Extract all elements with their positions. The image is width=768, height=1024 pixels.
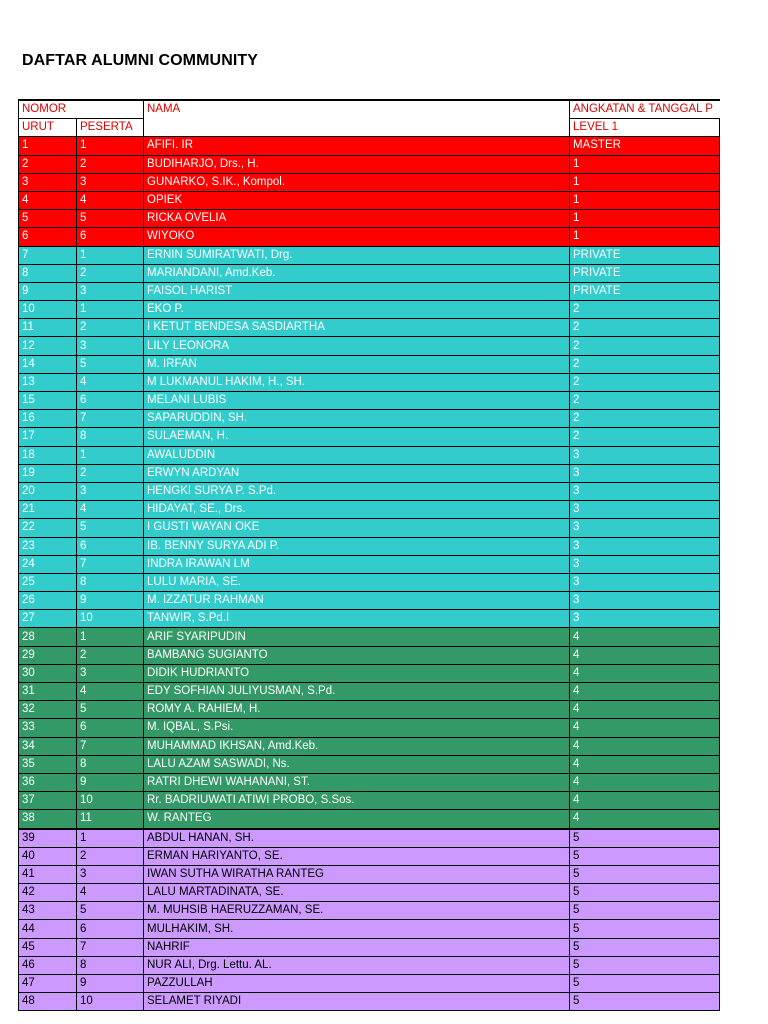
table-row[interactable] bbox=[19, 282, 720, 300]
table-row[interactable] bbox=[19, 137, 720, 155]
cell-peserta[interactable]: 8 bbox=[77, 956, 144, 974]
cell-peserta[interactable]: 10 bbox=[77, 792, 144, 810]
cell-peserta[interactable]: 7 bbox=[77, 737, 144, 755]
cell-level[interactable]: 3 bbox=[570, 519, 720, 537]
table-row[interactable] bbox=[19, 446, 720, 464]
cell-nama[interactable]: M LUKMANUL HAKIM, H., SH. bbox=[144, 373, 570, 391]
cell-urut[interactable]: 1 bbox=[19, 137, 77, 155]
cell-nama[interactable]: TANWIR, S.Pd.I bbox=[144, 610, 570, 628]
cell-level[interactable]: 4 bbox=[570, 792, 720, 810]
cell-peserta[interactable]: 1 bbox=[77, 301, 144, 319]
table-row[interactable] bbox=[19, 628, 720, 646]
table-row[interactable] bbox=[19, 920, 720, 938]
table-row[interactable] bbox=[19, 155, 720, 173]
cell-level[interactable]: 3 bbox=[570, 592, 720, 610]
cell-level[interactable]: 5 bbox=[570, 902, 720, 920]
cell-nama[interactable]: W. RANTEG bbox=[144, 810, 570, 829]
cell-nama[interactable]: IB. BENNY SURYA ADI P. bbox=[144, 537, 570, 555]
cell-nama[interactable]: BUDIHARJO, Drs., H. bbox=[144, 155, 570, 173]
cell-level[interactable]: PRIVATE bbox=[570, 282, 720, 300]
table-row[interactable] bbox=[19, 573, 720, 591]
table-row[interactable] bbox=[19, 792, 720, 810]
cell-urut[interactable]: 43 bbox=[19, 902, 77, 920]
table-row[interactable] bbox=[19, 210, 720, 228]
page-title: DAFTAR ALUMNI COMMUNITY bbox=[22, 52, 259, 69]
cell-level[interactable]: 4 bbox=[570, 755, 720, 773]
header-angkatan: ANGKATAN & TANGGAL P bbox=[570, 100, 720, 119]
cell-peserta[interactable]: 1 bbox=[77, 446, 144, 464]
cell-urut[interactable]: 32 bbox=[19, 701, 77, 719]
cell-level[interactable]: 3 bbox=[570, 482, 720, 500]
cell-urut[interactable]: 13 bbox=[19, 373, 77, 391]
cell-nama[interactable]: ERMAN HARIYANTO, SE. bbox=[144, 847, 570, 865]
header-nomor: NOMOR bbox=[19, 100, 144, 119]
cell-urut[interactable]: 22 bbox=[19, 519, 77, 537]
cell-urut[interactable]: 18 bbox=[19, 446, 77, 464]
table-row[interactable] bbox=[19, 519, 720, 537]
cell-nama[interactable]: MULHAKIM, SH. bbox=[144, 920, 570, 938]
table-row[interactable] bbox=[19, 191, 720, 209]
cell-level[interactable]: 3 bbox=[570, 501, 720, 519]
cell-urut[interactable]: 26 bbox=[19, 592, 77, 610]
cell-peserta[interactable]: 3 bbox=[77, 337, 144, 355]
table-row[interactable] bbox=[19, 555, 720, 573]
cell-urut[interactable]: 12 bbox=[19, 337, 77, 355]
cell-nama[interactable]: M. IZZATUR RAHMAN bbox=[144, 592, 570, 610]
cell-urut[interactable]: 33 bbox=[19, 719, 77, 737]
cell-peserta[interactable]: 9 bbox=[77, 773, 144, 791]
table-row[interactable] bbox=[19, 173, 720, 191]
cell-level[interactable]: PRIVATE bbox=[570, 264, 720, 282]
cell-nama[interactable]: Rr. BADRIUWATI ATIWI PROBO, S.Sos. bbox=[144, 792, 570, 810]
cell-peserta[interactable]: 5 bbox=[77, 902, 144, 920]
cell-urut[interactable]: 28 bbox=[19, 628, 77, 646]
table-row[interactable] bbox=[19, 301, 720, 319]
table-row[interactable] bbox=[19, 246, 720, 264]
table-row[interactable] bbox=[19, 319, 720, 337]
cell-peserta[interactable]: 3 bbox=[77, 173, 144, 191]
table-row[interactable] bbox=[19, 956, 720, 974]
table-row[interactable] bbox=[19, 592, 720, 610]
cell-level[interactable]: 2 bbox=[570, 337, 720, 355]
cell-nama[interactable]: MARIANDANI, Amd.Keb. bbox=[144, 264, 570, 282]
cell-urut[interactable]: 44 bbox=[19, 920, 77, 938]
cell-peserta[interactable]: 3 bbox=[77, 482, 144, 500]
cell-urut[interactable]: 45 bbox=[19, 938, 77, 956]
cell-peserta[interactable]: 1 bbox=[77, 137, 144, 155]
cell-level[interactable]: 2 bbox=[570, 428, 720, 446]
cell-urut[interactable]: 14 bbox=[19, 355, 77, 373]
cell-nama[interactable]: AWALUDDIN bbox=[144, 446, 570, 464]
cell-peserta[interactable]: 3 bbox=[77, 664, 144, 682]
cell-nama[interactable]: GUNARKO, S.IK., Kompol. bbox=[144, 173, 570, 191]
cell-urut[interactable]: 41 bbox=[19, 865, 77, 883]
cell-nama[interactable]: LALU AZAM SASWADI, Ns. bbox=[144, 755, 570, 773]
table-row[interactable] bbox=[19, 938, 720, 956]
cell-urut[interactable]: 36 bbox=[19, 773, 77, 791]
cell-peserta[interactable]: 2 bbox=[77, 847, 144, 865]
cell-urut[interactable]: 21 bbox=[19, 501, 77, 519]
cell-level[interactable]: 2 bbox=[570, 392, 720, 410]
cell-level[interactable]: 2 bbox=[570, 301, 720, 319]
cell-urut[interactable]: 8 bbox=[19, 264, 77, 282]
cell-urut[interactable]: 47 bbox=[19, 975, 77, 993]
header-peserta: PESERTA bbox=[77, 119, 144, 137]
table-row[interactable] bbox=[19, 664, 720, 682]
cell-level[interactable]: PRIVATE bbox=[570, 246, 720, 264]
cell-urut[interactable]: 29 bbox=[19, 646, 77, 664]
table-row[interactable] bbox=[19, 428, 720, 446]
cell-urut[interactable]: 30 bbox=[19, 664, 77, 682]
cell-level[interactable]: 4 bbox=[570, 701, 720, 719]
header-level: LEVEL 1 bbox=[570, 119, 720, 137]
cell-level[interactable]: 2 bbox=[570, 319, 720, 337]
cell-level[interactable]: 5 bbox=[570, 993, 720, 1011]
cell-urut[interactable]: 31 bbox=[19, 683, 77, 701]
cell-peserta[interactable]: 2 bbox=[77, 464, 144, 482]
cell-nama[interactable]: PAZZULLAH bbox=[144, 975, 570, 993]
cell-nama[interactable]: INDRA IRAWAN LM bbox=[144, 555, 570, 573]
cell-urut[interactable]: 46 bbox=[19, 956, 77, 974]
cell-level[interactable]: 2 bbox=[570, 410, 720, 428]
header-row-1 bbox=[19, 100, 720, 119]
cell-peserta[interactable]: 2 bbox=[77, 319, 144, 337]
cell-nama[interactable]: LULU MARIA, SE. bbox=[144, 573, 570, 591]
table-row[interactable] bbox=[19, 410, 720, 428]
cell-urut[interactable]: 6 bbox=[19, 228, 77, 246]
table-row[interactable] bbox=[19, 373, 720, 391]
cell-nama[interactable]: FAISOL HARIST bbox=[144, 282, 570, 300]
cell-urut[interactable]: 11 bbox=[19, 319, 77, 337]
table-row[interactable] bbox=[19, 228, 720, 246]
cell-level[interactable]: 5 bbox=[570, 884, 720, 902]
table-row[interactable] bbox=[19, 537, 720, 555]
cell-urut[interactable]: 38 bbox=[19, 810, 77, 829]
cell-nama[interactable]: MUHAMMAD IKHSAN, Amd.Keb. bbox=[144, 737, 570, 755]
cell-peserta[interactable]: 8 bbox=[77, 573, 144, 591]
cell-nama[interactable]: NAHRIF bbox=[144, 938, 570, 956]
table-row[interactable] bbox=[19, 719, 720, 737]
cell-peserta[interactable]: 6 bbox=[77, 392, 144, 410]
cell-peserta[interactable]: 9 bbox=[77, 975, 144, 993]
cell-nama[interactable]: ARIF SYARIPUDIN bbox=[144, 628, 570, 646]
cell-nama[interactable]: NUR ALI, Drg. Lettu. AL. bbox=[144, 956, 570, 974]
header-nama-blank bbox=[144, 119, 570, 137]
cell-peserta[interactable]: 5 bbox=[77, 701, 144, 719]
cell-urut[interactable]: 25 bbox=[19, 573, 77, 591]
cell-peserta[interactable]: 6 bbox=[77, 920, 144, 938]
cell-urut[interactable]: 20 bbox=[19, 482, 77, 500]
cell-peserta[interactable]: 6 bbox=[77, 228, 144, 246]
cell-level[interactable]: 5 bbox=[570, 956, 720, 974]
cell-urut[interactable]: 5 bbox=[19, 210, 77, 228]
cell-urut[interactable]: 4 bbox=[19, 191, 77, 209]
cell-urut[interactable]: 40 bbox=[19, 847, 77, 865]
cell-nama[interactable]: M. IRFAN bbox=[144, 355, 570, 373]
cell-urut[interactable]: 35 bbox=[19, 755, 77, 773]
cell-peserta[interactable]: 9 bbox=[77, 592, 144, 610]
table-row[interactable] bbox=[19, 737, 720, 755]
table-row[interactable] bbox=[19, 264, 720, 282]
cell-level[interactable]: 3 bbox=[570, 610, 720, 628]
table-row[interactable] bbox=[19, 755, 720, 773]
table-row[interactable] bbox=[19, 392, 720, 410]
cell-nama[interactable]: OPIEK bbox=[144, 191, 570, 209]
cell-level[interactable]: 3 bbox=[570, 573, 720, 591]
header-row-2 bbox=[19, 119, 720, 137]
cell-peserta[interactable]: 1 bbox=[77, 246, 144, 264]
cell-peserta[interactable]: 1 bbox=[77, 628, 144, 646]
cell-urut[interactable]: 34 bbox=[19, 737, 77, 755]
cell-level[interactable]: 3 bbox=[570, 555, 720, 573]
cell-level[interactable]: 4 bbox=[570, 773, 720, 791]
cell-peserta[interactable]: 4 bbox=[77, 501, 144, 519]
header-urut: URUT bbox=[19, 119, 77, 137]
cell-peserta[interactable]: 3 bbox=[77, 865, 144, 883]
cell-level[interactable]: 4 bbox=[570, 810, 720, 829]
cell-nama[interactable]: SAPARUDDIN, SH. bbox=[144, 410, 570, 428]
cell-peserta[interactable]: 5 bbox=[77, 210, 144, 228]
table-row[interactable] bbox=[19, 610, 720, 628]
cell-nama[interactable]: SELAMET RIYADI bbox=[144, 993, 570, 1011]
cell-nama[interactable]: EDY SOFHIAN JULIYUSMAN, S.Pd. bbox=[144, 683, 570, 701]
cell-level[interactable]: 1 bbox=[570, 210, 720, 228]
cell-peserta[interactable]: 5 bbox=[77, 355, 144, 373]
cell-nama[interactable]: LILY LEONORA bbox=[144, 337, 570, 355]
table-row[interactable] bbox=[19, 847, 720, 865]
cell-urut[interactable]: 48 bbox=[19, 993, 77, 1011]
cell-level[interactable]: 3 bbox=[570, 446, 720, 464]
table-row[interactable] bbox=[19, 464, 720, 482]
table-row[interactable] bbox=[19, 975, 720, 993]
cell-peserta[interactable]: 4 bbox=[77, 373, 144, 391]
cell-peserta[interactable]: 8 bbox=[77, 755, 144, 773]
cell-level[interactable]: 4 bbox=[570, 683, 720, 701]
cell-nama[interactable]: M. MUHSIB HAERUZZAMAN, SE. bbox=[144, 902, 570, 920]
cell-nama[interactable]: M. IQBAL, S.Psi. bbox=[144, 719, 570, 737]
cell-peserta[interactable]: 2 bbox=[77, 264, 144, 282]
cell-level[interactable]: 1 bbox=[570, 191, 720, 209]
cell-nama[interactable]: IWAN SUTHA WIRATHA RANTEG bbox=[144, 865, 570, 883]
cell-nama[interactable]: SULAEMAN, H. bbox=[144, 428, 570, 446]
table-row[interactable] bbox=[19, 993, 720, 1011]
cell-level[interactable]: 2 bbox=[570, 355, 720, 373]
cell-nama[interactable]: HIDAYAT, SE., Drs. bbox=[144, 501, 570, 519]
cell-level[interactable]: 5 bbox=[570, 938, 720, 956]
cell-peserta[interactable]: 7 bbox=[77, 555, 144, 573]
cell-level[interactable]: 5 bbox=[570, 920, 720, 938]
cell-nama[interactable]: BAMBANG SUGIANTO bbox=[144, 646, 570, 664]
table-row[interactable] bbox=[19, 773, 720, 791]
cell-peserta[interactable]: 4 bbox=[77, 191, 144, 209]
cell-nama[interactable]: ABDUL HANAN, SH. bbox=[144, 829, 570, 848]
cell-nama[interactable]: ERWYN ARDYAN bbox=[144, 464, 570, 482]
cell-level[interactable]: 4 bbox=[570, 646, 720, 664]
cell-urut[interactable]: 2 bbox=[19, 155, 77, 173]
cell-nama[interactable]: RATRI DHEWI WAHANANI, ST. bbox=[144, 773, 570, 791]
table-row[interactable] bbox=[19, 829, 720, 848]
cell-urut[interactable]: 10 bbox=[19, 301, 77, 319]
cell-level[interactable]: 4 bbox=[570, 664, 720, 682]
cell-peserta[interactable]: 1 bbox=[77, 829, 144, 848]
table-row[interactable] bbox=[19, 810, 720, 829]
cell-peserta[interactable]: 2 bbox=[77, 646, 144, 664]
cell-peserta[interactable]: 10 bbox=[77, 610, 144, 628]
table-row[interactable] bbox=[19, 355, 720, 373]
table-row[interactable] bbox=[19, 865, 720, 883]
cell-level[interactable]: 5 bbox=[570, 847, 720, 865]
header-nama: NAMA bbox=[144, 100, 570, 119]
table-row[interactable] bbox=[19, 501, 720, 519]
cell-level[interactable]: 1 bbox=[570, 228, 720, 246]
cell-peserta[interactable]: 6 bbox=[77, 719, 144, 737]
cell-peserta[interactable]: 11 bbox=[77, 810, 144, 829]
cell-nama[interactable]: RICKA OVELIA bbox=[144, 210, 570, 228]
cell-urut[interactable]: 42 bbox=[19, 884, 77, 902]
cell-level[interactable]: 2 bbox=[570, 373, 720, 391]
cell-urut[interactable]: 17 bbox=[19, 428, 77, 446]
cell-nama[interactable]: I GUSTI WAYAN OKE bbox=[144, 519, 570, 537]
cell-level[interactable]: 3 bbox=[570, 464, 720, 482]
cell-urut[interactable]: 9 bbox=[19, 282, 77, 300]
cell-nama[interactable]: LALU MARTADINATA, SE. bbox=[144, 884, 570, 902]
cell-peserta[interactable]: 6 bbox=[77, 537, 144, 555]
cell-nama[interactable]: EKO P. bbox=[144, 301, 570, 319]
cell-level[interactable]: 3 bbox=[570, 537, 720, 555]
cell-nama[interactable]: ROMY A. RAHIEM, H. bbox=[144, 701, 570, 719]
cell-nama[interactable]: DIDIK HUDRIANTO bbox=[144, 664, 570, 682]
cell-peserta[interactable]: 4 bbox=[77, 884, 144, 902]
cell-peserta[interactable]: 10 bbox=[77, 993, 144, 1011]
cell-urut[interactable]: 23 bbox=[19, 537, 77, 555]
cell-nama[interactable]: I KETUT BENDESA SASDIARTHA bbox=[144, 319, 570, 337]
table-row[interactable] bbox=[19, 902, 720, 920]
cell-urut[interactable]: 24 bbox=[19, 555, 77, 573]
cell-level[interactable]: MASTER bbox=[570, 137, 720, 155]
cell-nama[interactable]: HENGKI SURYA P. S.Pd. bbox=[144, 482, 570, 500]
cell-nama[interactable]: ERNIN SUMIRATWATI, Drg. bbox=[144, 246, 570, 264]
cell-nama[interactable]: MELANI LUBIS bbox=[144, 392, 570, 410]
cell-urut[interactable]: 19 bbox=[19, 464, 77, 482]
cell-nama[interactable]: WIYOKO bbox=[144, 228, 570, 246]
cell-peserta[interactable]: 8 bbox=[77, 428, 144, 446]
cell-level[interactable]: 5 bbox=[570, 829, 720, 848]
cell-urut[interactable]: 15 bbox=[19, 392, 77, 410]
cell-urut[interactable]: 3 bbox=[19, 173, 77, 191]
cell-urut[interactable]: 39 bbox=[19, 829, 77, 848]
cell-peserta[interactable]: 5 bbox=[77, 519, 144, 537]
table-row[interactable] bbox=[19, 337, 720, 355]
cell-peserta[interactable]: 7 bbox=[77, 938, 144, 956]
cell-peserta[interactable]: 7 bbox=[77, 410, 144, 428]
cell-urut[interactable]: 7 bbox=[19, 246, 77, 264]
table-row[interactable] bbox=[19, 646, 720, 664]
cell-urut[interactable]: 16 bbox=[19, 410, 77, 428]
cell-level[interactable]: 4 bbox=[570, 628, 720, 646]
cell-peserta[interactable]: 2 bbox=[77, 155, 144, 173]
cell-level[interactable]: 5 bbox=[570, 865, 720, 883]
cell-level[interactable]: 4 bbox=[570, 719, 720, 737]
table-row[interactable] bbox=[19, 884, 720, 902]
cell-level[interactable]: 1 bbox=[570, 155, 720, 173]
cell-level[interactable]: 4 bbox=[570, 737, 720, 755]
cell-level[interactable]: 5 bbox=[570, 975, 720, 993]
table-row[interactable] bbox=[19, 683, 720, 701]
cell-urut[interactable]: 27 bbox=[19, 610, 77, 628]
cell-urut[interactable]: 37 bbox=[19, 792, 77, 810]
cell-peserta[interactable]: 4 bbox=[77, 683, 144, 701]
cell-nama[interactable]: AFIFI. IR bbox=[144, 137, 570, 155]
table-row[interactable] bbox=[19, 482, 720, 500]
alumni-table bbox=[18, 99, 720, 1011]
cell-peserta[interactable]: 3 bbox=[77, 282, 144, 300]
table-row[interactable] bbox=[19, 701, 720, 719]
cell-level[interactable]: 1 bbox=[570, 173, 720, 191]
